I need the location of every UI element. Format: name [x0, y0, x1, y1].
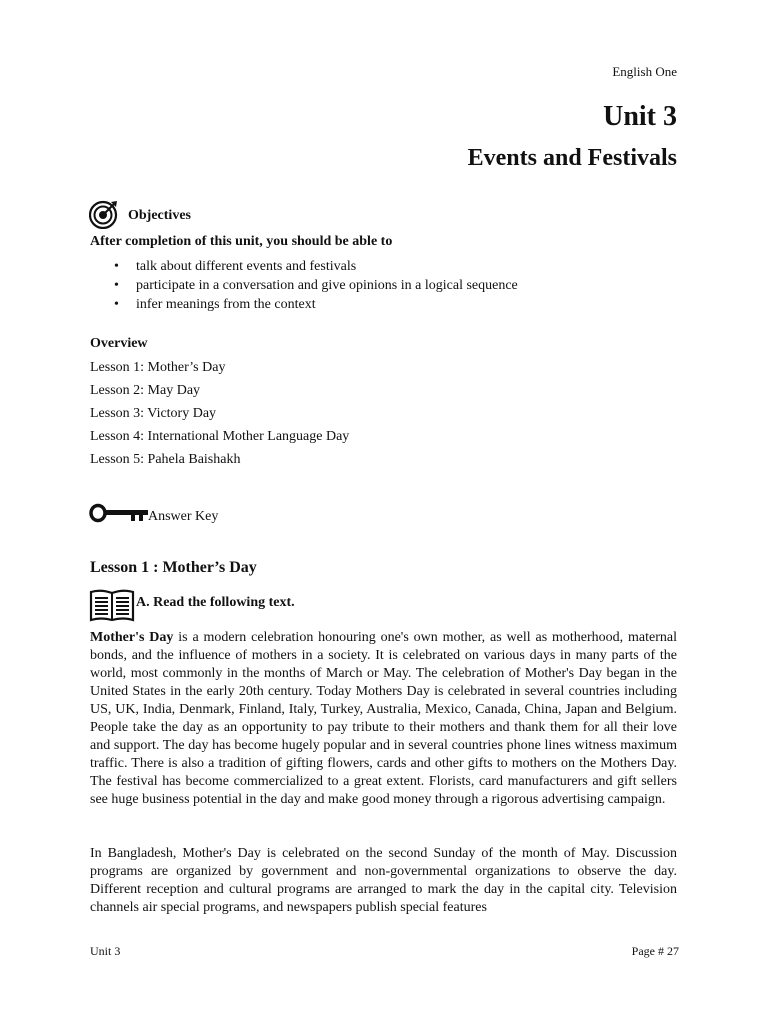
paragraph-lead-term: Mother's Day [90, 630, 174, 645]
objective-item: • infer meanings from the context [90, 295, 518, 314]
objective-item: • talk about different events and festivals [90, 257, 518, 276]
read-instruction: A. Read the following text. [136, 595, 295, 610]
running-header: English One [612, 64, 677, 79]
overview-heading: Overview [90, 336, 148, 351]
footer-page-number: Page # 27 [631, 944, 679, 958]
objectives-list [90, 257, 518, 314]
answer-key-label: Answer Key [148, 509, 219, 524]
lesson-heading: Lesson 1 : Mother’s Day [90, 559, 257, 576]
open-book-icon [89, 588, 135, 622]
paragraph-body: is a modern celebration honouring one's own mother, as well as motherhood, maternal bonds, and the influence of mothers in a society. It is celebrated on various days in many parts of the world, most commonly in the months of March or May. The celebration of Mother's Day began in the United States in the early 20th century. Today Mothers Day is celebrated in several countries including US, UK, India, Denmark, Finland, Italy, Turkey, Australia, Mexico, Canada, China, Japan and Belgium. People take the day as an opportunity to pay tribute to their mothers and thank them for all their love and support. The day has become hugely popular and in several countries phone lines witness maximum traffic. There is also a tradition of gifting flowers, cards and other gifts to mothers on the Mothers Day. The festival has become commercialized to a great extent. Florists, card manufacturers and gift sellers see huge business potential in the day and make good money through a rigorous advertising campaign. [90, 630, 677, 807]
target-icon [89, 199, 119, 229]
overview-lesson: Lesson 3: Victory Day [90, 406, 217, 421]
overview-lesson: Lesson 1: Mother’s Day [90, 360, 226, 375]
key-icon [89, 503, 149, 523]
objectives-intro: After completion of this unit, you should be able to [90, 234, 393, 249]
unit-title: Unit 3 [603, 101, 677, 132]
overview-lesson: Lesson 2: May Day [90, 383, 201, 398]
overview-list [90, 358, 349, 473]
paragraph-mothers-day [90, 629, 677, 809]
footer-unit: Unit 3 [90, 944, 121, 958]
unit-subtitle: Events and Festivals [467, 145, 677, 171]
paragraph-bangladesh: In Bangladesh, Mother's Day is celebrated on the second Sunday of the month of May. Discussion programs are organized by government and non-governmental organizations to observe the day. Different reception and cultural programs are arranged to mark the day in the capital city. Television channels air special programs, and newspapers publish special features [90, 846, 677, 915]
overview-lesson: Lesson 5: Pahela Baishakh [90, 452, 241, 467]
objective-item: • participate in a conversation and give opinions in a logical sequence [90, 276, 518, 295]
overview-lesson: Lesson 4: International Mother Language Day [90, 429, 350, 444]
objectives-heading: Objectives [128, 208, 191, 223]
